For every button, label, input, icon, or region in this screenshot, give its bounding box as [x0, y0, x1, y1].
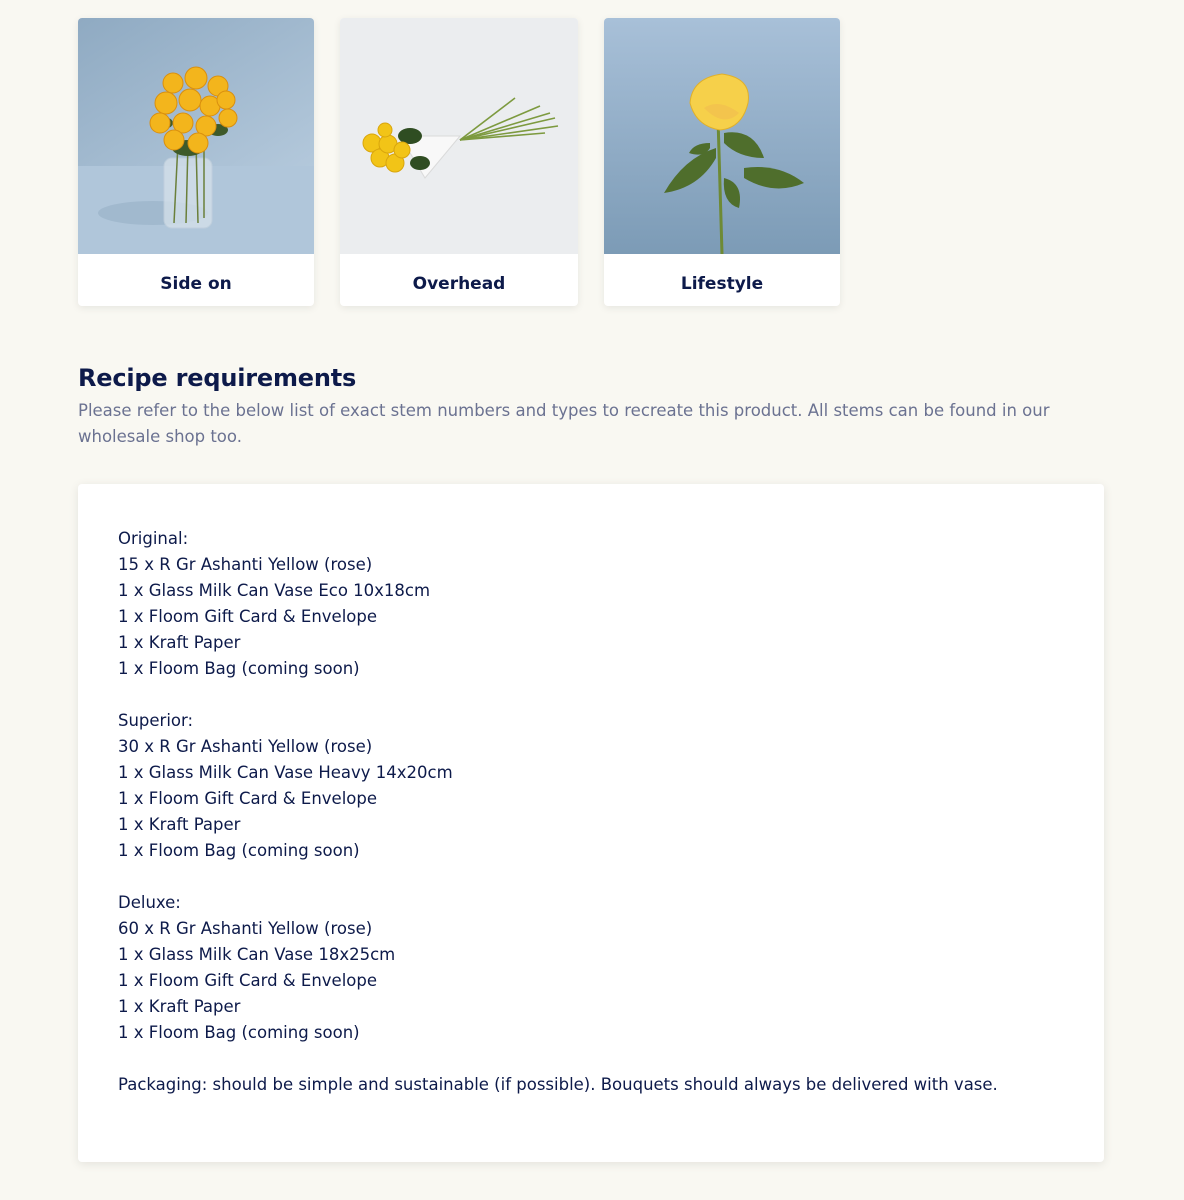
recipe-item: 1 x Floom Gift Card & Envelope	[118, 971, 377, 990]
recipe-item: 1 x Floom Bag (coming soon)	[118, 1023, 360, 1042]
image-card-overhead[interactable]	[340, 18, 578, 306]
image-card-lifestyle[interactable]	[604, 18, 840, 306]
image-card-label: Overhead	[412, 274, 506, 294]
recipe-box	[78, 484, 1104, 1162]
image-card-label: Side on	[160, 274, 232, 294]
recipe-group-heading: Superior:	[118, 711, 194, 730]
recipe-item: 30 x R Gr Ashanti Yellow (rose)	[118, 737, 373, 756]
recipe-group-superior	[118, 708, 1064, 864]
image-card-label: Lifestyle	[680, 274, 764, 294]
recipe-item: 1 x Glass Milk Can Vase Heavy 14x20cm	[118, 763, 453, 782]
recipe-group-heading: Deluxe:	[118, 893, 181, 912]
packaging-note: Packaging: should be simple and sustainable (if possible). Bouquets should always be delivered with vase.	[118, 1075, 998, 1094]
recipe-title: Recipe requirements	[78, 364, 357, 392]
side-on-photo	[78, 18, 314, 254]
recipe-item: 1 x Kraft Paper	[118, 997, 241, 1016]
overhead-photo	[340, 18, 578, 254]
recipe-item: 1 x Glass Milk Can Vase 18x25cm	[118, 945, 396, 964]
recipe-item: 1 x Floom Gift Card & Envelope	[118, 789, 377, 808]
lifestyle-photo	[604, 18, 840, 254]
recipe-item: 1 x Kraft Paper	[118, 633, 241, 652]
recipe-item: 1 x Floom Bag (coming soon)	[118, 659, 360, 678]
recipe-item: 1 x Floom Bag (coming soon)	[118, 841, 360, 860]
recipe-item: 1 x Floom Gift Card & Envelope	[118, 607, 377, 626]
recipe-item: 1 x Kraft Paper	[118, 815, 241, 834]
recipe-item: 60 x R Gr Ashanti Yellow (rose)	[118, 919, 373, 938]
recipe-item: 15 x R Gr Ashanti Yellow (rose)	[118, 555, 373, 574]
recipe-description: Please refer to the below list of exact stem numbers and types to recreate this product. All stems can be found in our wholesale shop too.	[78, 401, 1050, 446]
recipe-item: 1 x Glass Milk Can Vase Eco 10x18cm	[118, 581, 431, 600]
recipe-group-original	[118, 526, 1064, 682]
recipe-group-heading: Original:	[118, 529, 189, 548]
image-card-side-on[interactable]	[78, 18, 314, 306]
recipe-group-deluxe	[118, 890, 1064, 1046]
